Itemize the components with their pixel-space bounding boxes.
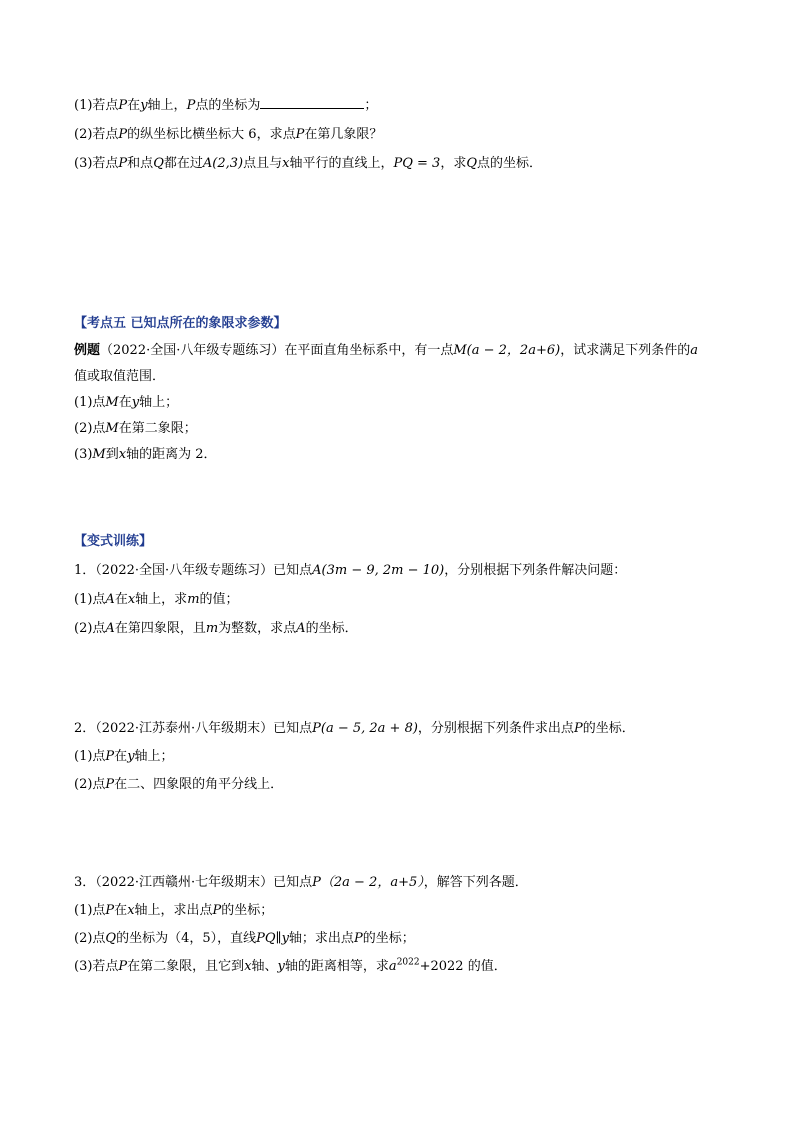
text: 轴上； [139, 395, 179, 410]
text: ，试求满足下列条件的 [560, 343, 691, 358]
text: 在 [114, 592, 128, 607]
answer-blank [260, 96, 364, 109]
math-point: M(a − 2，2a+6) [453, 343, 561, 358]
variant-heading: 【变式训练】 [74, 534, 153, 549]
text: 轴上，求 [135, 592, 188, 607]
text: 3．（2022·江西赣州·七年级期末）已知点 [74, 875, 313, 890]
text: (2)若点 [74, 127, 119, 142]
variable: x [118, 447, 127, 462]
variable: a [690, 343, 698, 358]
text: 的坐标． [305, 621, 358, 636]
text: (2)点 [74, 621, 106, 636]
variant-2-intro [74, 720, 635, 738]
variable: P [118, 98, 128, 113]
variable: A [105, 621, 115, 636]
variable: P [295, 127, 305, 142]
variable: x [127, 903, 135, 918]
math-point: P(a − 5, 2a + 8) [312, 721, 418, 736]
text: 的坐标； [221, 903, 274, 918]
text: (2)点 [74, 931, 106, 946]
text: 在第二象限，且它到 [127, 959, 245, 974]
text: 轴上； [134, 749, 174, 764]
text: 轴的距离为 2． [126, 447, 217, 462]
text: (2)点 [74, 777, 106, 792]
variable: y [140, 98, 148, 113]
text: 为整数，求点 [218, 621, 297, 636]
math-point: A(2,3) [202, 156, 244, 171]
parallel-symbol: ∥ [275, 931, 282, 946]
math-point: A(3m − 9, 2m − 10) [312, 563, 445, 578]
variable: a [388, 959, 397, 974]
math-point: P（2a − 2，a+5） [312, 875, 424, 890]
variable: m [187, 592, 200, 607]
variable: P [105, 777, 115, 792]
example-question-1 [74, 394, 178, 412]
text: ，解答下列各题． [423, 875, 528, 890]
text: (1)点 [74, 749, 106, 764]
text: 的坐标． [582, 721, 635, 736]
part-a-question-2 [74, 126, 382, 144]
example-question-3 [74, 446, 217, 464]
text: 轴上， [147, 98, 187, 113]
text: 轴；求出点 [288, 931, 354, 946]
variant-3-question-2 [74, 930, 415, 948]
variant-1-intro [74, 562, 626, 580]
text: 点的坐标为 [195, 98, 261, 113]
variant-3-intro [74, 874, 528, 892]
text: ，分别根据下列条件解决问题： [444, 563, 627, 578]
math-expression: PQ [256, 931, 276, 946]
variable: y [281, 931, 289, 946]
example-line-1 [74, 342, 698, 360]
variable: P [212, 903, 222, 918]
text: +2022 的值． [419, 959, 507, 974]
text: 2．（2022·江苏泰州·八年级期末）已知点 [74, 721, 313, 736]
example-line-2: 值或取值范围． [74, 369, 166, 384]
variant-2-question-1 [74, 748, 174, 766]
variant-1-question-2 [74, 620, 358, 638]
text: (1)点 [74, 395, 106, 410]
text: (3)若点 [74, 959, 119, 974]
part-a-question-3 [74, 155, 542, 173]
variable: y [127, 749, 135, 764]
variant-1-question-1 [74, 591, 239, 609]
variable: M [92, 447, 106, 462]
text: 的坐标为（4，5），直线 [116, 931, 257, 946]
text: ，求 [440, 156, 467, 171]
text: ，分别根据下列条件求出点 [417, 721, 574, 736]
variable: P [573, 721, 583, 736]
variable: A [105, 592, 115, 607]
variable: P [105, 749, 115, 764]
text: 在第几象限？ [304, 127, 383, 142]
text: 在第二象限； [118, 421, 197, 436]
text: (3)若点 [74, 156, 119, 171]
variable: Q [153, 156, 164, 171]
variant-2-question-2 [74, 776, 283, 794]
variable: P [118, 959, 128, 974]
variable: y [277, 959, 285, 974]
text: 都在过 [163, 156, 203, 171]
text: 轴平行的直线上， [289, 156, 394, 171]
variable: y [131, 395, 140, 410]
variable: A [296, 621, 306, 636]
variable: x [244, 959, 252, 974]
text: 的值； [199, 592, 239, 607]
text: 在 [114, 903, 128, 918]
text: 在 [118, 395, 132, 410]
variable: x [127, 592, 136, 607]
variable: P [186, 98, 196, 113]
text: 在第四象限，且 [114, 621, 206, 636]
text: 和点 [127, 156, 154, 171]
text: (3) [74, 447, 93, 462]
text: (2)点 [74, 421, 106, 436]
text: （2022·全国·八年级专题练习）在平面直角坐标系中，有一点 [100, 343, 454, 358]
variable: P [353, 931, 363, 946]
text: (1)若点 [74, 98, 119, 113]
text: 在 [127, 98, 141, 113]
math-expression: PQ = 3 [393, 156, 441, 171]
text: (1)点 [74, 592, 106, 607]
text: 在 [114, 749, 128, 764]
variant-3-question-1 [74, 902, 273, 920]
section-heading: 【考点五 已知点所在的象限求参数】 [74, 316, 287, 331]
text: 轴上，求出点 [134, 903, 213, 918]
variant-3-question-3 [74, 958, 507, 976]
text: 的坐标； [362, 931, 415, 946]
variable: M [105, 395, 119, 410]
text: 轴的距离相等，求 [284, 959, 389, 974]
text: 到 [105, 447, 119, 462]
example-question-2 [74, 420, 197, 438]
text: 1．（2022·全国·八年级专题练习）已知点 [74, 563, 313, 578]
variable: M [105, 421, 119, 436]
text: 轴、 [251, 959, 278, 974]
variable: P [118, 127, 128, 142]
text: 的纵坐标比横坐标大 6，求点 [127, 127, 296, 142]
text: (1)点 [74, 903, 106, 918]
exponent: 2022 [396, 957, 420, 968]
variable: x [282, 156, 290, 171]
variable: P [118, 156, 128, 171]
variable: Q [105, 931, 117, 946]
text: ； [364, 98, 378, 113]
variable: m [205, 621, 219, 636]
example-label: 例题 [74, 343, 101, 358]
variable: P [105, 903, 115, 918]
text: 点的坐标． [477, 156, 543, 171]
part-a-question-1 [74, 96, 377, 115]
variable: Q [466, 156, 477, 171]
text: 在二、四象限的角平分线上． [114, 777, 284, 792]
text: 点且与 [243, 156, 283, 171]
